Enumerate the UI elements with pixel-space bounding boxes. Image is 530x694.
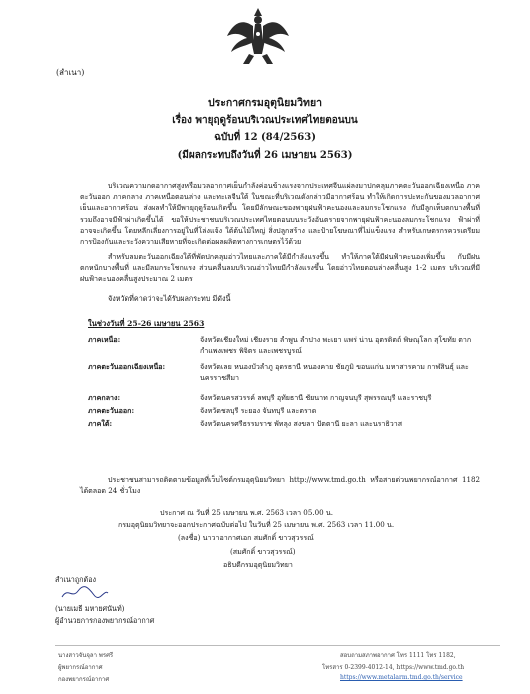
- region-label: ภาคตะวันออกเฉียงเหนือ:: [88, 362, 166, 371]
- effective-date: (มีผลกระทบถึงวันที่ 26 เมษายน 2563): [177, 150, 353, 161]
- region-row: [88, 334, 498, 358]
- region-provinces: จังหวัดเชียงใหม่ เชียงราย ลำพูน ลำปาง พะเยา แพร่ น่าน อุตรดิตถ์ พิษณุโลก สุโขทัย ตาก กำแพงเพชร พิจิตร และเพชรบูรณ์: [200, 335, 472, 356]
- affected-intro: จังหวัดที่คาดว่าจะได้รับผลกระทบ มีดังนี้: [108, 294, 231, 303]
- region-label: ภาคกลาง:: [88, 393, 121, 402]
- copy-name: (นายเมธี มหายศนันท์): [55, 604, 125, 613]
- copy-stamp: (สำเนา): [56, 68, 85, 77]
- region-provinces: จังหวัดเลย หนองบัวลำภู อุดรธานี หนองคาย ชัยภูมิ ขอนแก่น มหาสารคาม กาฬสินธุ์ และนครราชสีมา: [200, 362, 469, 383]
- body-paragraph-2: สำหรับลมตะวันออกเฉียงใต้ที่พัดปกคลุมอ่าวไทยและภาคใต้มีกำลังแรงขึ้น ทำให้ภาคใต้มีฝนฟ้าคะนองเพิ่มขึ้น กับมีฝนตกหนักบางพื้นที่ และมีลมกระโชกแรง ส่วนคลื่นลมบริเวณอ่าวไทยมีกำลังแรงขึ้น โดยอ่าวไทยตอนล่างคลื่นสูง 1-2 เมตร บริเวณที่มีฝนฟ้าคะนองคลื่นสูงประมาณ 2 เมตร: [80, 252, 480, 284]
- region-provinces: จังหวัดชลบุรี ระยอง จันทบุรี และตราด: [200, 406, 317, 415]
- region-row: [88, 392, 498, 404]
- region-provinces: จังหวัดนครสวรรค์ ลพบุรี อุทัยธานี ชัยนาท กาญจนบุรี สุพรรณบุรี และราชบุรี: [200, 393, 432, 402]
- handwritten-signature: [60, 585, 110, 601]
- issue-number: ฉบับที่ 12 (84/2563): [214, 132, 316, 143]
- body-paragraph-1: บริเวณความกดอากาศสูงหรือมวลอากาศเย็นกำลังค่อนข้างแรงจากประเทศจีนแผ่ลงมาปกคลุมภาคตะวันออกเฉียงเหนือ ภาคตะวันออก ภาคกลาง ภาคเหนือตอนล่าง และทะเลจีนใต้ ในขณะที่บริเวณดังกล่าวมีอากาศร้อน ทำให้เกิดการปะทะกันของมวลอากาศเย็นและอากาศร้อน ส่งผลทำให้มีพายุฤดูร้อนเกิดขึ้น โดยมีลักษณะของพายุฝนฟ้าคะนองและลมกระโชกแรง กับมีลูกเห็บตกบางพื้นที่ รวมถึงอาจมีฟ้าผ่าเกิดขึ้นได้ ขอให้ประชาชนบริเวณประเทศไทยตอนบนระวังอันตรายจากพายุฝนฟ้าคะนองลมกระโชกแรง ฟ้าผ่าที่อาจจะเกิดขึ้น โดยหลีกเลี่ยงการอยู่ในที่โล่งแจ้ง ใต้ต้นไม้ใหญ่ สิ่งปลูกสร้าง และป้ายโฆษณาที่ไม่แข็งแรง สำหรับเกษตรกรควรเตรียมการป้องกันและระวังความเสียหายที่จะเกิดต่อผลผลิตทางการเกษตรไว้ด้วย: [80, 181, 480, 247]
- region-provinces: จังหวัดนครศรีธรรมราช พัทลุง สงขลา ปัตตานี ยะลา และนราธิวาส: [200, 419, 403, 428]
- region-label: ภาคตะวันออก:: [88, 406, 135, 415]
- region-label: ภาคใต้:: [88, 419, 113, 428]
- copy-title: ผู้อำนวยการกองพยากรณ์อากาศ: [55, 616, 155, 625]
- page-title: ประกาศกรมอุตุนิยมวิทยา: [207, 97, 323, 109]
- footer-right-line: โทรสาร 0-2399-4012-14, https://www.tmd.go.th: [322, 664, 465, 671]
- garuda-emblem-icon: [225, 6, 291, 68]
- copy-certified: สำเนาถูกต้อง: [55, 575, 97, 584]
- signer-name: (สมศักดิ์ ขาวสุวรรณ์): [230, 547, 296, 556]
- footer-right-line: สอบถามสภาพอากาศ โทร 1111 โทร 1182,: [340, 652, 456, 659]
- region-label: ภาคเหนือ:: [88, 335, 121, 344]
- region-row: [88, 418, 498, 430]
- footer-left-line: นางสาวจันจุลา พรศรี: [58, 652, 114, 659]
- contact-paragraph: ประชาชนสามารถติดตามข้อมูลที่เว็บไซต์กรมอุตุนิยมวิทยา http://www.tmd.go.th หรือสายด่วนพยากรณ์อากาศ 1182 ได้ตลอด 24 ชั่วโมง: [80, 475, 480, 496]
- region-row: [88, 405, 498, 417]
- footer-left-line: กองพยากรณ์อากาศ: [58, 676, 110, 683]
- region-row: [88, 361, 498, 385]
- signed-line: (ลงชื่อ) นาวาอากาศเอก สมศักดิ์ ขาวสุวรรณ์: [178, 533, 314, 542]
- signer-title: อธิบดีกรมอุตุนิยมวิทยา: [223, 560, 293, 569]
- footer-service-link[interactable]: https://www.metalarm.tmd.go.th/service: [340, 674, 463, 681]
- section-date: ในช่วงวันที่ 25-26 เมษายน 2563: [88, 319, 205, 328]
- footer-divider: [55, 645, 500, 646]
- footer-left-line: ผู้พยากรณ์อากาศ: [58, 664, 103, 671]
- announced-line: ประกาศ ณ วันที่ 25 เมษายน พ.ศ. 2563 เวลา 05.00 น.: [160, 508, 333, 517]
- next-issue-line: กรมอุตุนิยมวิทยาจะออกประกาศฉบับต่อไป ในวันที่ 25 เมษายน พ.ศ. 2563 เวลา 11.00 น.: [118, 520, 395, 529]
- subject-line: เรื่อง พายุฤดูร้อนบริเวณประเทศไทยตอนบน: [172, 115, 358, 126]
